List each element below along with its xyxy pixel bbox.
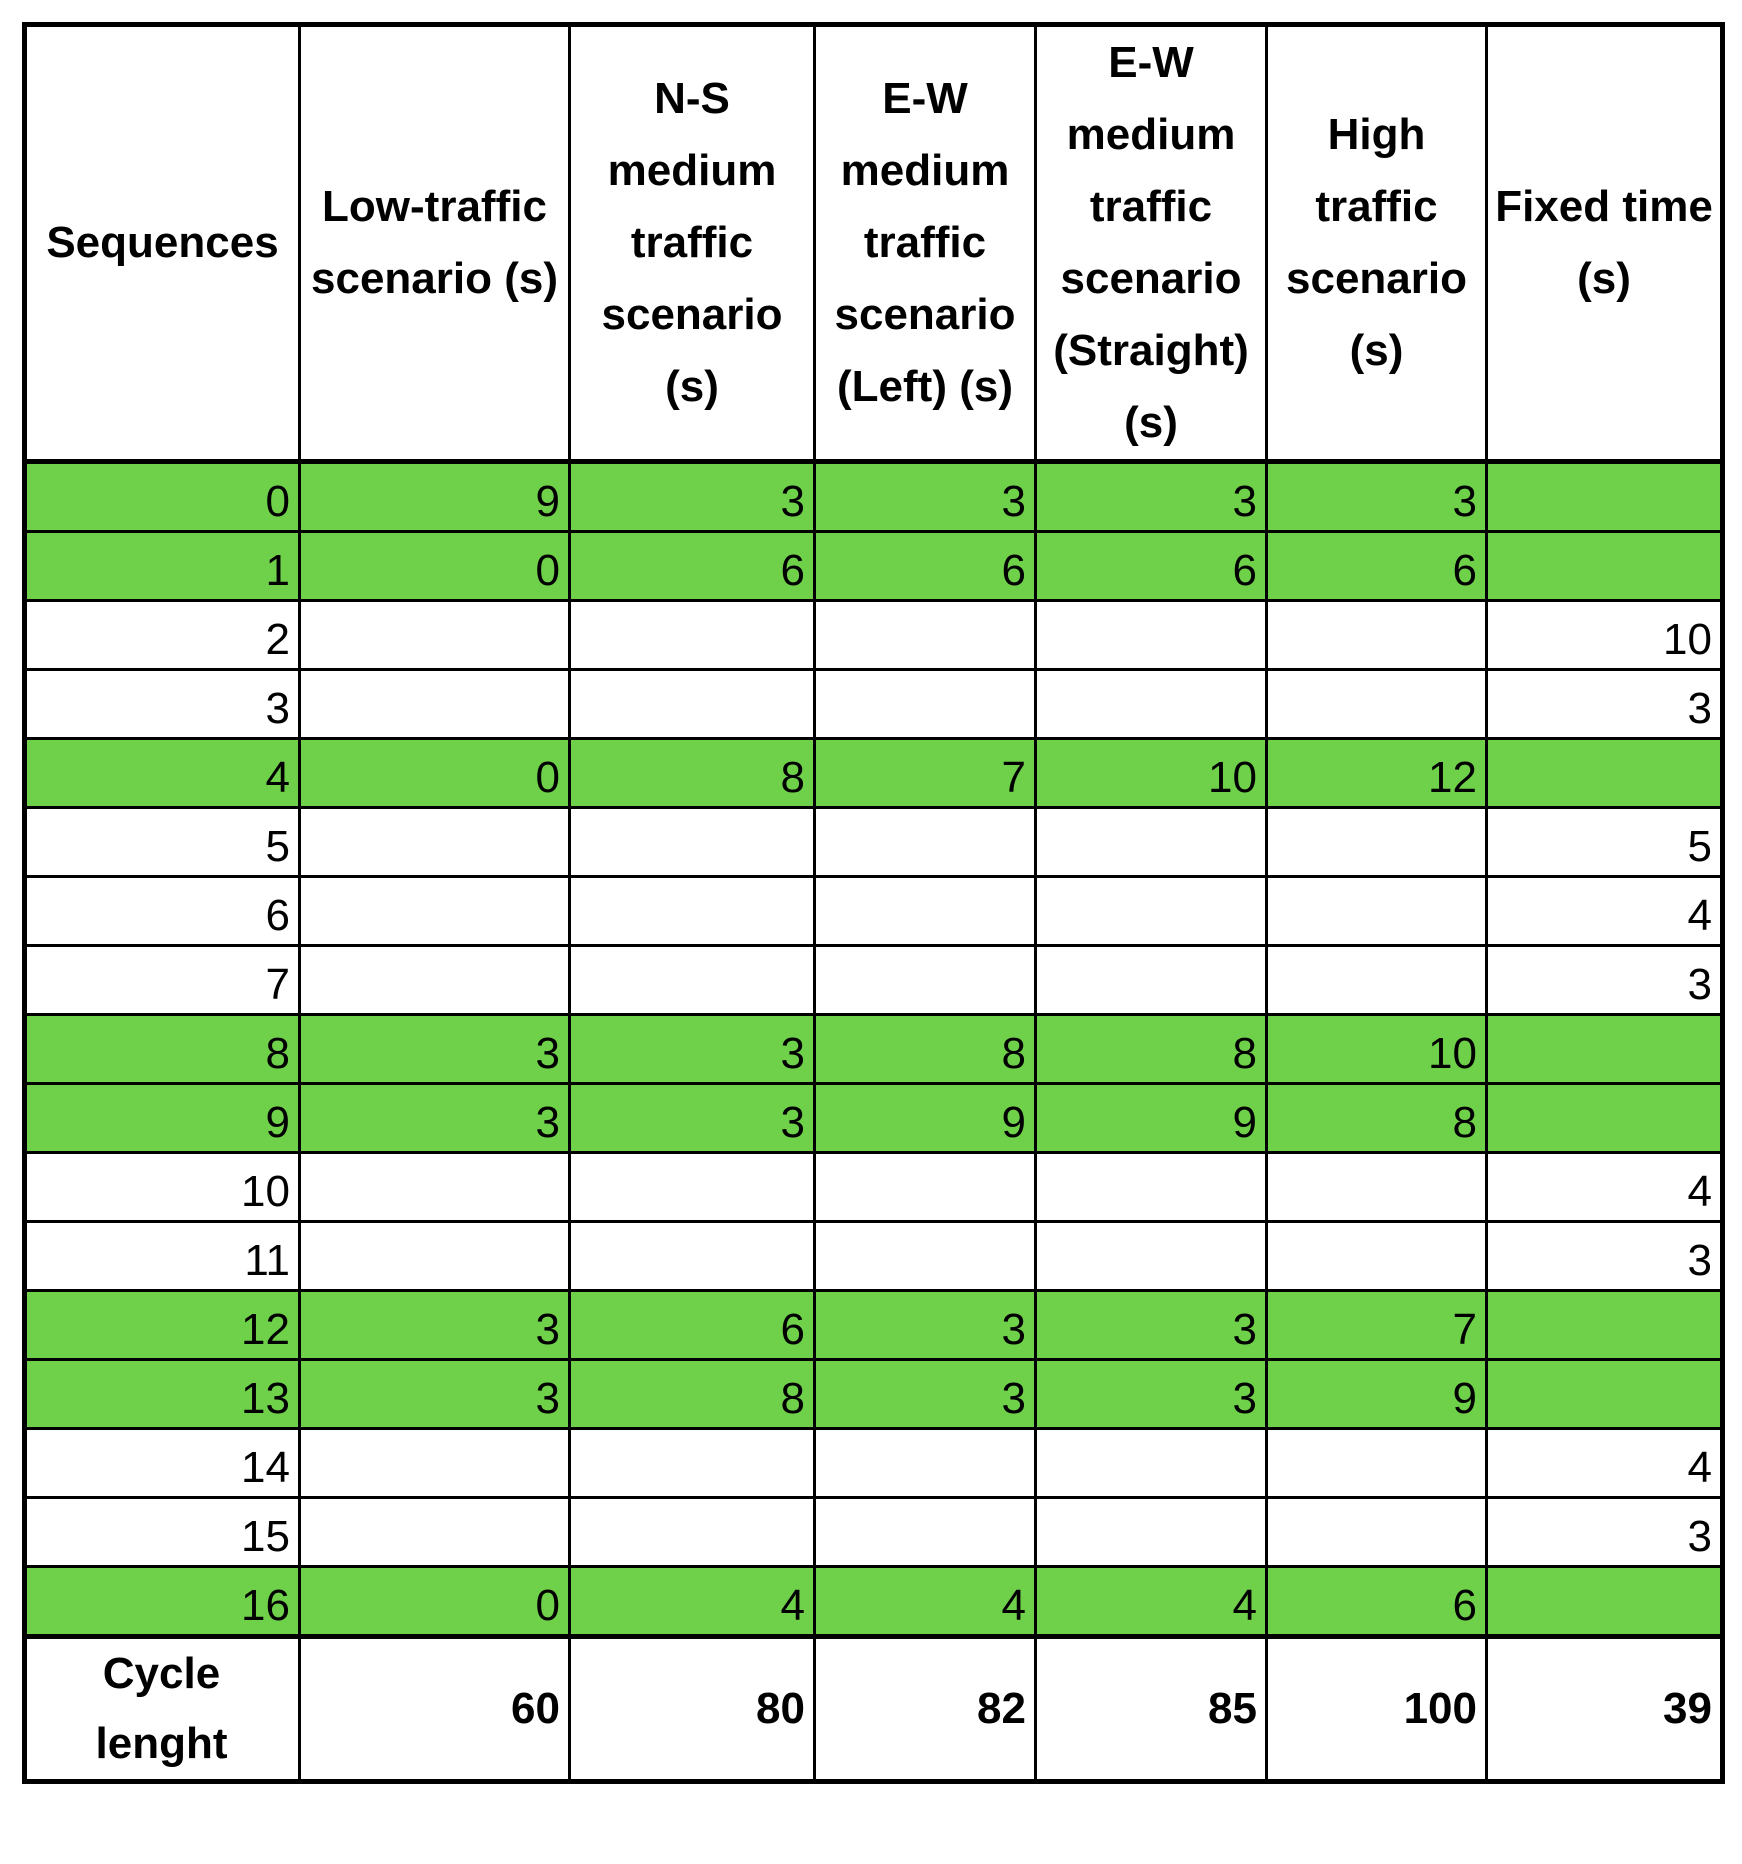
cycle-length-ew-straight: 85 (1036, 1637, 1267, 1782)
sequence-cell: 7 (25, 946, 300, 1015)
cell-high-traffic: 6 (1267, 1567, 1487, 1637)
cell-high-traffic: 10 (1267, 1015, 1487, 1084)
sequence-cell: 14 (25, 1429, 300, 1498)
cell-ns-medium: 3 (570, 1015, 815, 1084)
cell-ew-straight: 6 (1036, 532, 1267, 601)
table-row (25, 1291, 1723, 1360)
cell-ew-straight (1036, 877, 1267, 946)
cell-ew-left (815, 808, 1036, 877)
cell-high-traffic (1267, 946, 1487, 1015)
header-low-traffic: Low-traffic scenario (s) (300, 25, 570, 462)
cell-ns-medium (570, 877, 815, 946)
sequence-cell: 4 (25, 739, 300, 808)
header-row (25, 25, 1723, 462)
cell-high-traffic: 8 (1267, 1084, 1487, 1153)
cell-fixed-time: 4 (1487, 877, 1723, 946)
sequence-cell: 5 (25, 808, 300, 877)
cell-low-traffic (300, 601, 570, 670)
cell-ew-straight (1036, 601, 1267, 670)
table-row (25, 1498, 1723, 1567)
sequence-cell: 1 (25, 532, 300, 601)
cell-low-traffic (300, 877, 570, 946)
cell-fixed-time (1487, 532, 1723, 601)
table-row (25, 1222, 1723, 1291)
cell-ew-straight: 10 (1036, 739, 1267, 808)
cell-low-traffic (300, 670, 570, 739)
cell-ew-left: 9 (815, 1084, 1036, 1153)
cell-ew-left (815, 1222, 1036, 1291)
sequence-cell: 8 (25, 1015, 300, 1084)
cell-high-traffic (1267, 1498, 1487, 1567)
sequence-cell: 15 (25, 1498, 300, 1567)
table-row (25, 670, 1723, 739)
cell-fixed-time: 4 (1487, 1429, 1723, 1498)
cell-ns-medium: 6 (570, 1291, 815, 1360)
header-sequences: Sequences (25, 25, 300, 462)
cell-fixed-time (1487, 462, 1723, 532)
header-fixed-time: Fixed time (s) (1487, 25, 1723, 462)
table-row (25, 601, 1723, 670)
cell-ew-left: 7 (815, 739, 1036, 808)
sequence-cell: 0 (25, 462, 300, 532)
cell-ew-straight (1036, 808, 1267, 877)
cell-fixed-time: 3 (1487, 1498, 1723, 1567)
cycle-length-label: Cycle lenght (25, 1637, 300, 1782)
cell-low-traffic: 3 (300, 1360, 570, 1429)
cell-ew-left: 3 (815, 462, 1036, 532)
cell-high-traffic (1267, 670, 1487, 739)
cell-ns-medium (570, 808, 815, 877)
table-row (25, 877, 1723, 946)
cell-ns-medium (570, 601, 815, 670)
table-body (25, 462, 1723, 1637)
cell-low-traffic: 9 (300, 462, 570, 532)
cell-high-traffic (1267, 808, 1487, 877)
cell-low-traffic: 0 (300, 739, 570, 808)
cell-ns-medium: 6 (570, 532, 815, 601)
cell-low-traffic: 3 (300, 1291, 570, 1360)
cell-ew-straight: 3 (1036, 462, 1267, 532)
cell-fixed-time (1487, 1084, 1723, 1153)
cell-ew-left: 4 (815, 1567, 1036, 1637)
table-row (25, 739, 1723, 808)
sequence-cell: 2 (25, 601, 300, 670)
cell-high-traffic (1267, 1429, 1487, 1498)
cell-high-traffic (1267, 877, 1487, 946)
cycle-length-row (25, 1637, 1723, 1782)
cell-fixed-time (1487, 1291, 1723, 1360)
table-row (25, 532, 1723, 601)
cell-ew-straight: 8 (1036, 1015, 1267, 1084)
cell-low-traffic: 0 (300, 1567, 570, 1637)
cell-fixed-time (1487, 739, 1723, 808)
table-row (25, 1015, 1723, 1084)
cell-high-traffic (1267, 1153, 1487, 1222)
cell-ew-straight (1036, 670, 1267, 739)
cell-ew-left (815, 946, 1036, 1015)
cell-low-traffic (300, 1429, 570, 1498)
cell-fixed-time: 4 (1487, 1153, 1723, 1222)
cell-fixed-time: 3 (1487, 946, 1723, 1015)
cell-ew-left (815, 601, 1036, 670)
header-high-traffic: High traffic scenario (s) (1267, 25, 1487, 462)
cell-fixed-time (1487, 1015, 1723, 1084)
sequence-cell: 12 (25, 1291, 300, 1360)
cell-low-traffic: 3 (300, 1084, 570, 1153)
sequence-cell: 16 (25, 1567, 300, 1637)
cell-high-traffic: 3 (1267, 462, 1487, 532)
cell-ew-straight: 3 (1036, 1291, 1267, 1360)
cell-fixed-time: 5 (1487, 808, 1723, 877)
cell-fixed-time: 3 (1487, 670, 1723, 739)
sequence-cell: 13 (25, 1360, 300, 1429)
cell-low-traffic (300, 1222, 570, 1291)
cell-low-traffic (300, 946, 570, 1015)
sequence-cell: 11 (25, 1222, 300, 1291)
cell-fixed-time: 10 (1487, 601, 1723, 670)
cell-ew-straight (1036, 1429, 1267, 1498)
table-row (25, 1429, 1723, 1498)
sequence-cell: 10 (25, 1153, 300, 1222)
cell-low-traffic (300, 1153, 570, 1222)
cell-ns-medium: 3 (570, 462, 815, 532)
cell-ns-medium: 3 (570, 1084, 815, 1153)
cell-ew-straight (1036, 1498, 1267, 1567)
cell-ns-medium (570, 670, 815, 739)
cell-ew-straight (1036, 946, 1267, 1015)
header-ns-medium-traffic: N-S medium traffic scenario (s) (570, 25, 815, 462)
cell-ns-medium (570, 1429, 815, 1498)
table-row (25, 1084, 1723, 1153)
cell-fixed-time (1487, 1567, 1723, 1637)
cell-ew-straight: 4 (1036, 1567, 1267, 1637)
cell-high-traffic (1267, 1222, 1487, 1291)
table-row (25, 808, 1723, 877)
cell-ew-straight (1036, 1222, 1267, 1291)
cell-ew-left (815, 1153, 1036, 1222)
cycle-length-ns-medium: 80 (570, 1637, 815, 1782)
signal-timing-table (22, 22, 1725, 1784)
cell-high-traffic: 6 (1267, 532, 1487, 601)
cell-high-traffic: 7 (1267, 1291, 1487, 1360)
cycle-length-ew-left: 82 (815, 1637, 1036, 1782)
header-ew-medium-left: E-W medium traffic scenario (Left) (s) (815, 25, 1036, 462)
table-row (25, 1153, 1723, 1222)
cell-ew-left (815, 1498, 1036, 1567)
cell-ns-medium (570, 946, 815, 1015)
cell-ew-left: 3 (815, 1360, 1036, 1429)
sequence-cell: 3 (25, 670, 300, 739)
table-row (25, 946, 1723, 1015)
cell-high-traffic: 9 (1267, 1360, 1487, 1429)
cell-ew-left (815, 1429, 1036, 1498)
cell-fixed-time (1487, 1360, 1723, 1429)
cell-low-traffic: 3 (300, 1015, 570, 1084)
cell-ew-left: 8 (815, 1015, 1036, 1084)
cell-ew-straight: 9 (1036, 1084, 1267, 1153)
cell-low-traffic (300, 808, 570, 877)
cell-ns-medium (570, 1222, 815, 1291)
cell-high-traffic (1267, 601, 1487, 670)
cycle-length-fixed-time: 39 (1487, 1637, 1723, 1782)
cell-ew-left: 3 (815, 1291, 1036, 1360)
cell-ns-medium: 8 (570, 739, 815, 808)
table-row (25, 1567, 1723, 1637)
table-row (25, 462, 1723, 532)
sequence-cell: 6 (25, 877, 300, 946)
cell-ew-left (815, 670, 1036, 739)
cell-high-traffic: 12 (1267, 739, 1487, 808)
cell-ew-straight: 3 (1036, 1360, 1267, 1429)
cycle-length-high-traffic: 100 (1267, 1637, 1487, 1782)
cell-ns-medium: 8 (570, 1360, 815, 1429)
cell-ew-straight (1036, 1153, 1267, 1222)
table-row (25, 1360, 1723, 1429)
cell-ew-left (815, 877, 1036, 946)
cycle-length-low-traffic: 60 (300, 1637, 570, 1782)
cell-ns-medium (570, 1498, 815, 1567)
header-ew-medium-straight: E-W medium traffic scenario (Straight) (s) (1036, 25, 1267, 462)
cell-ns-medium (570, 1153, 815, 1222)
cell-ew-left: 6 (815, 532, 1036, 601)
cell-low-traffic: 0 (300, 532, 570, 601)
cell-low-traffic (300, 1498, 570, 1567)
sequence-cell: 9 (25, 1084, 300, 1153)
cell-ns-medium: 4 (570, 1567, 815, 1637)
cell-fixed-time: 3 (1487, 1222, 1723, 1291)
